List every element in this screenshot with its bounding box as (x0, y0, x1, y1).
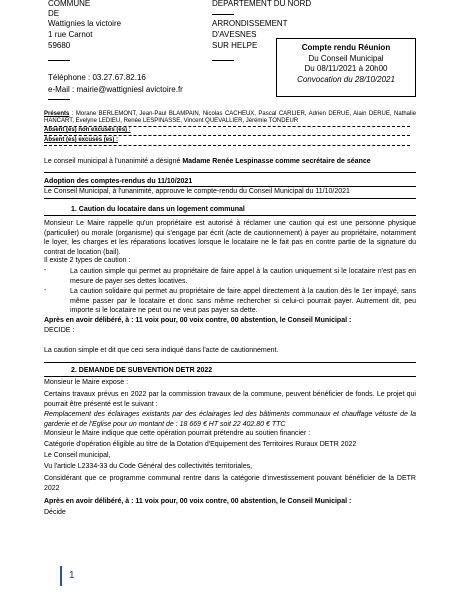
adoption-text: Le Conseil Municipal, à l'unanimité, approuve le compte-rendu du Conseil Municipal du 11/10/2021 (44, 188, 350, 195)
divider (44, 145, 410, 146)
section1-decide: DECIDE : (44, 327, 75, 334)
commune-postcode: 59680 (48, 41, 71, 50)
divider (44, 376, 416, 377)
secretary-prefix: Le conseil municipal à l'unanimité a désigné (44, 158, 183, 165)
section2-vote: Après en avoir délibéré, à : 11 voix pour, 00 voix contre, 00 abstention, le Conseil Municipal : (44, 498, 352, 505)
absent-label: Absent (es) non excusés (es) : (44, 127, 131, 133)
commune-street: 1 rue Carnot (48, 30, 93, 39)
section2-works: Certains travaux prévus en 2022 par la commission travaux de la commune, peuvent bénéficier de fonds. Le projet qui pourrait être présenté est le suivant : (44, 391, 416, 408)
adoption-heading: Adoption des comptes-rendus du 11/10/2021 (44, 178, 193, 185)
meeting-box (276, 38, 416, 97)
section2-heading: 2. DEMANDE DE SUBVENTION DETR 2022 (71, 367, 213, 374)
section2-article: Vu l'article L2334-33 du Code Général des collectivités territoriales, (44, 463, 253, 470)
phone-text: Téléphone : 03.27.67.82.16 (48, 73, 146, 82)
divider (44, 135, 410, 136)
section2-considering: Considérant que ce programme communal rentre dans la catégorie d'investissement pouvant bénéficier de la DETR 2022 (44, 475, 416, 492)
present-names: : Morane BERLEMONT, Jean-Paul BLAMPAIN, Nicolas CACHEUX, Pascal CARLIER, Adrien DERUE, Alain DERUE, Nathalie HANCART, Evelyne LEDIEU, Renée LESPINASSE, Vincent QUEVALLIER, Jérémie TONDEUR (44, 111, 416, 124)
divider (48, 60, 70, 61)
box-council: Du Conseil Municipal (308, 53, 384, 63)
section1-types: Il existe 2 types de caution : (44, 257, 131, 264)
secretary-name: Madame Renée Lespinasse comme secrétaire de séance (182, 158, 371, 165)
divider (212, 14, 234, 15)
box-convocation: Convocation du 28/10/2021 (297, 74, 395, 84)
divider (212, 60, 234, 61)
section1-bullet-simple: La caution simple qui permet au propriétaire de faire appel à la caution uniquement si le locataire n'est pas en mesure de payer ses dettes locatives. (70, 268, 416, 285)
divider (44, 186, 416, 187)
divider (44, 362, 416, 363)
divider (44, 198, 416, 199)
secretary-line (44, 158, 371, 166)
section1-heading: 1. Caution du locataire dans un logement communal (71, 206, 245, 213)
section1-conclusion: La caution simple et dit que ceci sera indiqué dans l'acte de cautionnement. (44, 347, 279, 354)
excused-label: Absent (es) excusés (es) : (44, 137, 119, 143)
page-number-bar (60, 566, 62, 586)
section1-vote: Après en avoir délibéré, à : 11 voix pour, 00 voix contre, 00 abstention, le Conseil Municipal : (44, 317, 352, 324)
divider (48, 99, 70, 100)
email-text: e-Mail : mairie@wattigniesl avictoire.fr (48, 85, 183, 94)
section2-council: Le Conseil municipal, (44, 452, 111, 459)
department-label: DEPARTEMENT DU NORD (212, 0, 312, 8)
box-date: Du 08/11/2021 à 20h00 (304, 64, 388, 73)
divider (44, 172, 416, 173)
arrondissement-label: ARRONDISSEMENT (212, 19, 288, 28)
page-number: 1 (69, 570, 75, 581)
presence-list (44, 111, 416, 125)
section2-project: Remplacement des éclairages existants par des éclairages led des bâtiments communaux et chauffage vétuste de la garderie et de l'Eglise pour un montant de : 18 669 € HT soit 22 402.80 € TTC (44, 411, 416, 428)
arrondissement-suffix: SUR HELPE (212, 41, 258, 50)
commune-name: Wattignies la victoire (48, 19, 122, 28)
section1-bullet-solidaire: La caution solidaire qui permet au propriétaire de faire appel directement à la caution dès le 1er impayé, sans même passer par le locataire et donc sans même rechercher si celui-ci pourrait payer. Autrement dit, peu importe si le locataire ne peut ou ne veut pas payer sa dette. (70, 288, 416, 314)
commune-de: DE (48, 9, 60, 18)
section2-category: Catégorie d'opération éligible au titre de la Dotation d'Equipement des Territoires Ruraux DETR 2022 (44, 441, 357, 448)
section2-support: Monsieur le Maire indique que cette opération pourrait prétendre au soutien financier : (44, 430, 311, 437)
bullet-dash: - (44, 287, 47, 294)
section2-decide: Décide (44, 509, 66, 516)
divider (44, 215, 416, 216)
box-title: Compte rendu Réunion (301, 43, 391, 52)
bullet-dash: - (44, 267, 47, 274)
arrondissement-town: D'AVESNES (212, 30, 257, 39)
commune-label: COMMUNE (48, 0, 91, 8)
section1-paragraph: Monsieur Le Maire rappelle qu'un propriétaire est autorisé à réclamer une caution qui est une personne physique (particulier) ou morale (organisme) qui s'engage par écrit (acte de cautionnement) à payer au propriétaire, notamment le loyer, les charges et les réparations locatives lorsque le locataire ne le fait pas en contre partie de la signature du contrat de location (bail). (44, 220, 416, 256)
present-label: Présents (44, 111, 70, 117)
section2-expose: Monsieur le Maire expose : (44, 379, 129, 386)
